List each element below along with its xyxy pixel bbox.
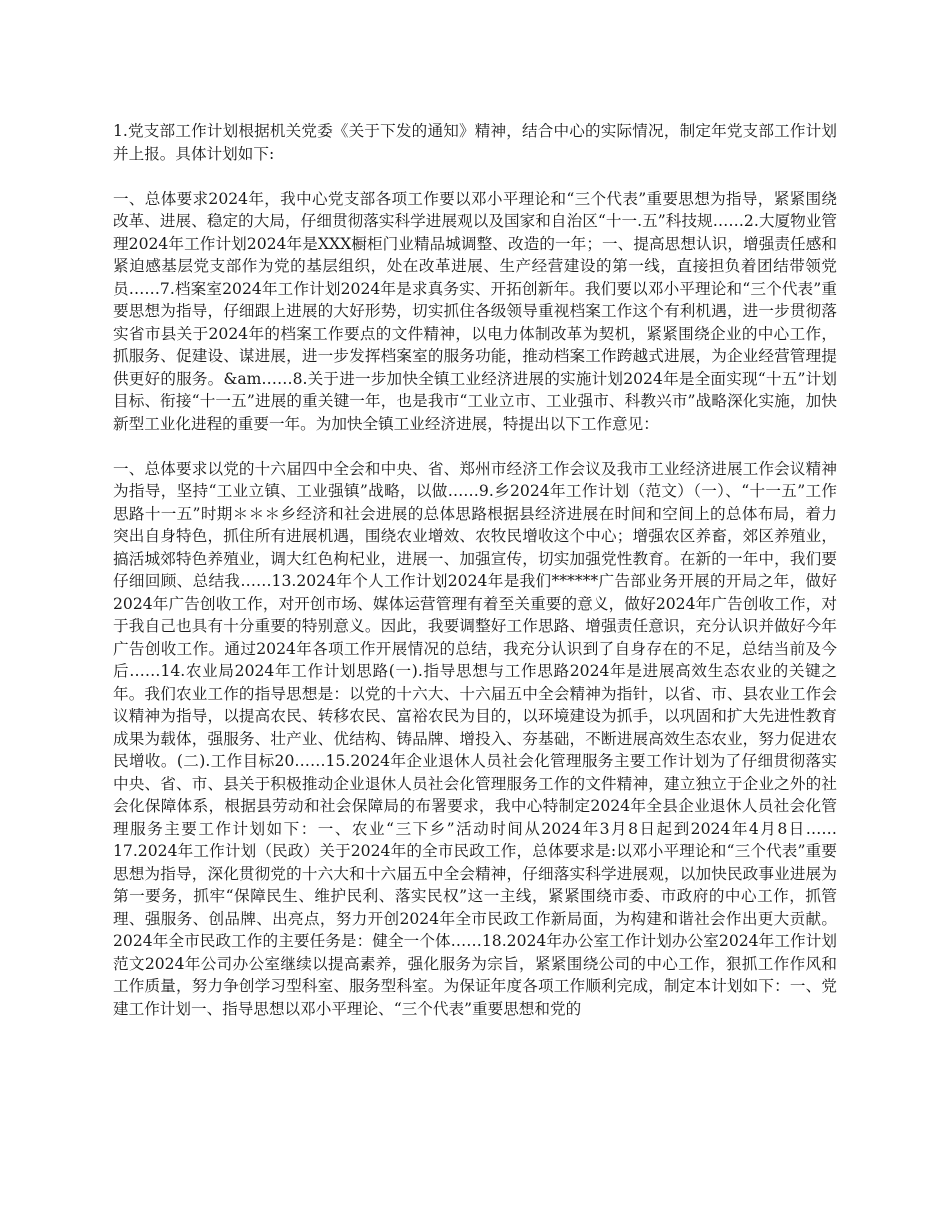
paragraph-general-requirements: 一、总体要求2024年，我中心党支部各项工作要以邓小平理论和“三个代表”重要思想为指导，紧紧围绕改革、进展、稳定的大局，仔细贯彻落实科学进展观以及国家和自治区“十一.五”科技规……2.大厦物业管理2024年工作计划2024年是XXX橱柜门业精品城调整、改造的一年；一、提高思想认识，增强责任感和紧迫感基层党支部作为党的基层组织，处在改革进展、生产经营建设的第一线，直接担负着团结带领党员……7.档案室2024年工作计划2024年是求真务实、开拓创新年。我们要以邓小平理论和“三个代表”重要思想为指导，仔细跟上进展的大好形势，切实抓住各级领导重视档案工作这个有利机遇，进一步贯彻落实省市县关于2024年的档案工作要点的文件精神，以电力体制改革为契机，紧紧围绕企业的中心工作，抓服务、促建设、谋进展，进一步发挥档案室的服务功能，推动档案工作跨越式进展，为企业经营管理提供更好的服务。&am……8.关于进一步加快全镇工业经济进展的实施计划2024年是全面实现“十五”计划目标、衔接“十一五”进展的重关键一年，也是我市“工业立市、工业强市、科教兴市”战略深化实施，加快新型工业化进程的重要一年。为加快全镇工业经济进展，特提出以下工作意见： — [113, 189, 837, 433]
document-body — [113, 120, 837, 1020]
paragraph-work-plans: 一、总体要求以党的十六届四中全会和中央、省、郑州市经济工作会议及我市工业经济进展工作会议精神为指导，坚持“工业立镇、工业强镇”战略，以做……9.乡2024年工作计划（范文）（一）、“十一五”工作思路十一五”时期＊＊＊乡经济和社会进展的总体思路根据县经济进展在时间和空间上的总体布局，着力突出自身特色，抓住所有进展机遇，围绕农业增效、农牧民增收这个中心；增强农区养畜，郊区养殖业，搞活城郊特色养殖业，调大红色枸杞业，进展一、加强宣传，切实加强党性教育。在新的一年中，我们要仔细回顾、总结我……13.2024年个人工作计划2024年是我们******广告部业务开展的开局之年，做好2024年广告创收工作，对开创市场、媒体运营管理有着至关重要的意义，做好2024年广告创收工作，对于我自己也具有十分重要的特别意义。因此，我要调整好工作思路、增强责任意识，充分认识并做好今年广告创收工作。通过2024年各项工作开展情况的总结，我充分认识到了自身存在的不足，总结当前及今后……14.农业局2024年工作计划思路(一).指导思想与工作思路2024年是进展高效生态农业的关键之年。我们农业工作的指导思想是：以党的十六大、十六届五中全会精神为指针，以省、市、县农业工作会议精神为指导，以提高农民、转移农民、富裕农民为目的，以环境建设为抓手，以巩固和扩大先进性教育成果为载体，强服务、壮产业、优结构、铸品牌、增投入、夯基础，不断进展高效生态农业，努力促进农民增收。(二).工作目标20……15.2024年企业退休人员社会化管理服务主要工作计划为了仔细贯彻落实中央、省、市、县关于积极推动企业退休人员社会化管理服务工作的文件精神，建立独立于企业之外的社会化保障体系，根据县劳动和社会保障局的布署要求，我中心特制定2024年全县企业退休人员社会化管理服务主要工作计划如下：一、农业“三下乡”活动时间从2024年3月8日起到2024年4月8日……17.2024年工作计划（民政）关于2024年的全市民政工作，总体要求是:以邓小平理论和“三个代表”重要思想为指导，深化贯彻党的十六大和十六届五中全会精神，仔细落实科学进展观，以加快民政事业进展为第一要务，抓牢“保障民生、维护民利、落实民权”这一主线，紧紧围绕市委、市政府的中心工作，抓管理、强服务、创品牌、出亮点，努力开创2024年全市民政工作新局面，为构建和谐社会作出更大贡献。2024年全市民政工作的主要任务是：健全一个体……18.2024年办公室工作计划办公室2024年工作计划范文2024年公司办公室继续以提高素养，强化服务为宗旨，紧紧围绕公司的中心工作，狠抓工作作风和工作质量，努力争创学习型科室、服务型科室。为保证年度各项工作顺利完成，制定本计划如下：一、党建工作计划一、指导思想以邓小平理论、“三个代表”重要思想和党的 — [113, 459, 837, 1018]
paragraph-intro: 1.党支部工作计划根据机关党委《关于下发的通知》精神，结合中心的实际情况，制定年党支部工作计划并上报。具体计划如下: — [113, 122, 837, 163]
